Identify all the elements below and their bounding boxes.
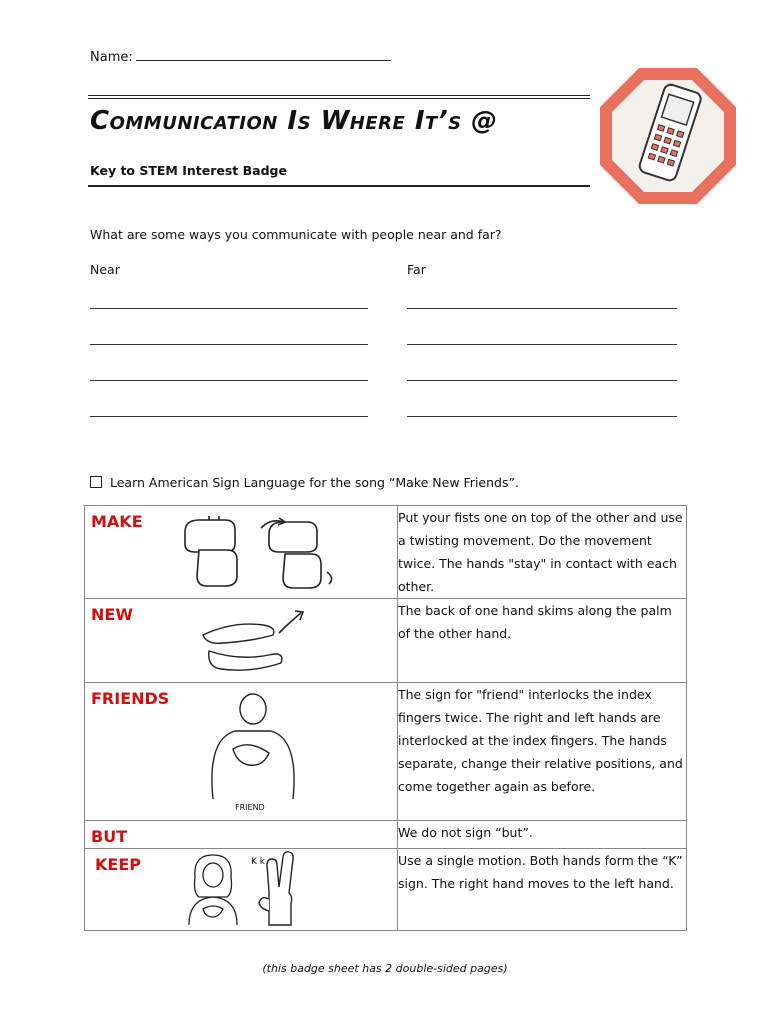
table-row (85, 506, 687, 599)
far-answer-line[interactable] (407, 380, 677, 381)
sign-description: Put your fists one on top of the other and use a twisting movement. Do the movement twice. The hands "stay" in contact with each other. (398, 506, 687, 599)
sign-word-cell (85, 506, 398, 599)
task-checkbox[interactable] (90, 476, 102, 488)
near-answer-line[interactable] (90, 380, 368, 381)
k-handshape-illustration (255, 851, 305, 927)
table-row (85, 683, 687, 821)
sign-word: MAKE (91, 512, 143, 531)
sign-description: The back of one hand skims along the palm of the other hand. (398, 599, 687, 683)
sign-word-cell (85, 849, 398, 931)
sign-description: We do not sign “but”. (398, 821, 687, 849)
name-label: Name: (90, 50, 133, 65)
sign-word-cell (85, 821, 398, 849)
name-blank-line[interactable] (136, 48, 391, 61)
page-footer: (this badge sheet has 2 double-sided pages) (262, 962, 508, 975)
make-sign-illustration (177, 512, 347, 592)
far-answer-line[interactable] (407, 308, 677, 309)
keep-girl-illustration (181, 851, 245, 927)
page-title: Communication Is Where It’s @ (90, 106, 498, 136)
near-answer-line[interactable] (90, 308, 368, 309)
near-answer-line[interactable] (90, 416, 368, 417)
sign-word-cell (85, 683, 398, 821)
asl-sign-table (84, 505, 687, 931)
near-label: Near (90, 262, 120, 277)
cell-phone-icon (598, 66, 738, 206)
image-caption: K k (251, 857, 265, 867)
page-subtitle: Key to STEM Interest Badge (90, 163, 287, 178)
table-row (85, 821, 687, 849)
asl-instruction: Learn American Sign Language for the song “Make New Friends”. (110, 475, 519, 490)
near-far-question: What are some ways you communicate with people near and far? (90, 227, 502, 242)
sign-word: NEW (91, 605, 133, 624)
table-row (85, 599, 687, 683)
new-sign-illustration (195, 605, 335, 675)
far-label: Far (407, 262, 426, 277)
sign-word: FRIENDS (91, 689, 170, 708)
title-top-rule (88, 95, 590, 99)
name-field (90, 48, 391, 65)
sign-word-cell (85, 599, 398, 683)
near-answer-line[interactable] (90, 344, 368, 345)
friends-sign-illustration (203, 689, 303, 807)
sign-description: Use a single motion. Both hands form the “K” sign. The right hand moves to the left hand. (398, 849, 687, 931)
sign-description: The sign for "friend" interlocks the index fingers twice. The right and left hands are interlocked at the index fingers. The hands separate, change their relative positions, and come together again as before. (398, 683, 687, 821)
sign-word: KEEP (95, 855, 141, 874)
asl-task (90, 475, 519, 490)
table-row (85, 849, 687, 931)
image-caption: FRIEND (235, 803, 265, 812)
title-bottom-rule (88, 185, 590, 187)
sign-word: BUT (91, 827, 128, 846)
far-answer-line[interactable] (407, 416, 677, 417)
far-answer-line[interactable] (407, 344, 677, 345)
